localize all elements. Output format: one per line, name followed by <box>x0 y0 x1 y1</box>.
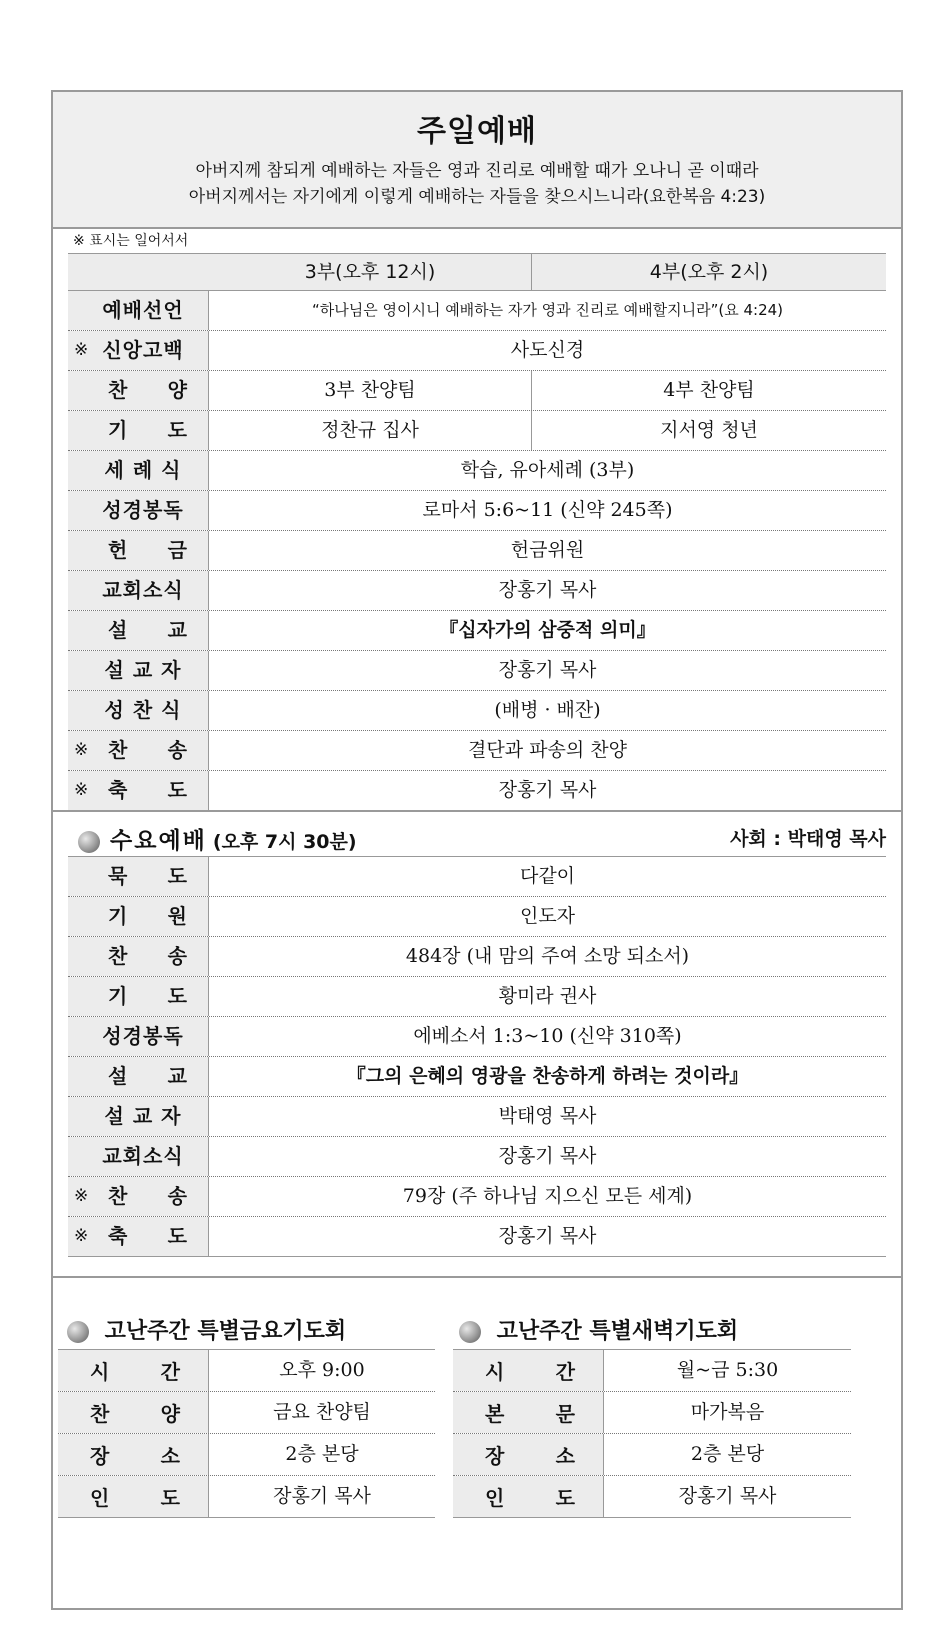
row-value: 장홍기 목사 <box>498 1145 597 1167</box>
row-label: 찬 송 <box>68 937 209 976</box>
row-value: 박태영 목사 <box>498 1105 597 1127</box>
wednesday-header <box>78 822 886 854</box>
row-label: ※ 축 도 <box>68 771 209 810</box>
wednesday-row <box>68 1217 886 1257</box>
sunday-row <box>68 411 886 451</box>
wednesday-row <box>68 937 886 977</box>
sunday-row <box>68 451 886 491</box>
row-value: (배병 · 배잔) <box>494 699 601 721</box>
sunday-row <box>68 771 886 811</box>
sunday-header <box>53 92 901 229</box>
friday-row <box>58 1476 435 1518</box>
stand-mark: ※ <box>74 1186 89 1206</box>
row-value-3bu: 3부 찬양팀 <box>209 371 532 410</box>
row-value-4bu: 지서영 청년 <box>660 419 758 441</box>
wednesday-row <box>68 1097 886 1137</box>
verse-line-1: 아버지께 참되게 예배하는 자들은 영과 진리로 예배할 때가 오나니 곧 이때라 <box>195 161 759 181</box>
wednesday-title: 수요예배 (오후 7시 30분) <box>78 822 357 855</box>
page-title: 주일예배 <box>417 114 537 149</box>
bullet-circle-icon <box>78 831 100 853</box>
row-label: 인 도 <box>453 1476 604 1517</box>
sermon-title: 『그의 은혜의 영광을 찬송하게 하려는 것이라』 <box>346 1065 749 1087</box>
row-value: 장홍기 목사 <box>498 659 597 681</box>
wednesday-row <box>68 1017 886 1057</box>
sunday-row <box>68 691 886 731</box>
row-label: 찬 양 <box>58 1392 209 1433</box>
section-divider <box>53 1276 901 1278</box>
row-label: 교회소식 <box>68 1137 209 1176</box>
friday-prayer-title: 고난주간 특별금요기도회 <box>67 1314 346 1345</box>
dawn-row <box>453 1476 851 1518</box>
row-label: 설 교 자 <box>68 651 209 690</box>
sunday-row <box>68 371 886 411</box>
row-value: “하나님은 영이시니 예배하는 자가 영과 진리로 예배할지니라”(요 4:24) <box>311 301 784 319</box>
section-divider <box>53 810 901 812</box>
row-value: 로마서 5:6~11 (신약 245쪽) <box>422 499 673 521</box>
row-value: 오후 9:00 <box>279 1359 365 1381</box>
row-label: 헌 금 <box>68 531 209 570</box>
column-3bu: 3부(오후 12시) <box>209 254 532 290</box>
row-label: 시 간 <box>453 1350 604 1391</box>
sunday-row <box>68 611 886 651</box>
wednesday-row <box>68 977 886 1017</box>
row-value-3bu: 정찬규 집사 <box>209 411 532 450</box>
sunday-row <box>68 651 886 691</box>
row-label: 성경봉독 <box>68 491 209 530</box>
row-label: 기 도 <box>68 411 209 450</box>
row-label: 시 간 <box>58 1350 209 1391</box>
row-value: 79장 (주 하나님 지으신 모든 세계) <box>402 1185 693 1207</box>
row-label: 설 교 <box>68 1057 209 1096</box>
wednesday-row <box>68 857 886 897</box>
wednesday-row <box>68 1057 886 1097</box>
dawn-row <box>453 1350 851 1392</box>
row-value: 학습, 유아세례 (3부) <box>460 459 635 481</box>
sunday-row <box>68 491 886 531</box>
stand-mark: ※ <box>74 740 89 760</box>
row-label: 교회소식 <box>68 571 209 610</box>
friday-row <box>58 1392 435 1434</box>
sunday-row <box>68 291 886 331</box>
sunday-row <box>68 731 886 771</box>
row-value: 황미라 권사 <box>498 985 597 1007</box>
stand-mark: ※ <box>74 1226 89 1246</box>
dawn-row <box>453 1434 851 1476</box>
row-label: 기 도 <box>68 977 209 1016</box>
row-value: 월~금 5:30 <box>676 1359 779 1381</box>
column-4bu: 4부(오후 2시) <box>649 261 769 283</box>
dawn-prayer-title: 고난주간 특별새벽기도회 <box>459 1314 738 1345</box>
row-label: 설 교 자 <box>68 1097 209 1136</box>
wednesday-time: (오후 7시 30분) <box>212 831 357 853</box>
bullet-circle-icon <box>459 1321 481 1343</box>
row-value: 장홍기 목사 <box>678 1485 777 1507</box>
wednesday-host: 사회 : 박태영 목사 <box>730 828 886 850</box>
row-value: 에베소서 1:3~10 (신약 310쪽) <box>413 1025 682 1047</box>
wednesday-row <box>68 1177 886 1217</box>
row-label: ※ 찬 송 <box>68 1177 209 1216</box>
row-label: 묵 도 <box>68 857 209 896</box>
row-label: 인 도 <box>58 1476 209 1517</box>
row-value: 인도자 <box>519 905 576 927</box>
row-value: 금요 찬양팀 <box>273 1401 371 1423</box>
row-label: ※ 찬 송 <box>68 731 209 770</box>
bulletin-frame <box>51 90 903 1610</box>
row-value: 마가복음 <box>690 1401 765 1423</box>
wednesday-row <box>68 897 886 937</box>
stand-mark: ※ <box>74 340 89 360</box>
row-value: 2층 본당 <box>690 1443 765 1465</box>
row-value: 장홍기 목사 <box>273 1485 371 1507</box>
friday-row <box>58 1434 435 1476</box>
row-value: 결단과 파송의 찬양 <box>468 739 627 761</box>
sunday-row <box>68 571 886 611</box>
row-value: 장홍기 목사 <box>498 779 597 801</box>
row-label: 예배선언 <box>68 291 209 330</box>
bullet-circle-icon <box>67 1321 89 1343</box>
verse-line-2: 아버지께서는 자기에게 이렇게 예배하는 자들을 찾으시느니라(요한복음 4:23) <box>188 187 766 207</box>
service-column-header <box>68 253 886 291</box>
sunday-row <box>68 331 886 371</box>
row-label: 기 원 <box>68 897 209 936</box>
wednesday-row <box>68 1137 886 1177</box>
row-value: 헌금위원 <box>510 539 585 561</box>
row-label: 성 찬 식 <box>68 691 209 730</box>
row-value: 484장 (내 맘의 주여 소망 되소서) <box>405 945 690 967</box>
row-label: 본 문 <box>453 1392 604 1433</box>
row-label: 찬 양 <box>68 371 209 410</box>
sermon-title: 『십자가의 삼중적 의미』 <box>439 619 656 641</box>
row-value: 장홍기 목사 <box>498 1225 597 1247</box>
row-value: 장홍기 목사 <box>498 579 597 601</box>
row-value: 사도신경 <box>510 339 585 361</box>
row-value: 다같이 <box>519 865 576 887</box>
sunday-row <box>68 531 886 571</box>
stand-mark: ※ <box>74 780 89 800</box>
friday-row <box>58 1350 435 1392</box>
standing-note: ※ 표시는 일어서서 <box>73 233 189 249</box>
dawn-row <box>453 1392 851 1434</box>
row-label: 세 례 식 <box>68 451 209 490</box>
row-value-4bu: 4부 찬양팀 <box>663 379 755 401</box>
row-value: 2층 본당 <box>285 1443 359 1465</box>
row-label: ※ 축 도 <box>68 1217 209 1256</box>
row-label: 성경봉독 <box>68 1017 209 1056</box>
row-label: 설 교 <box>68 611 209 650</box>
row-label: 장 소 <box>58 1434 209 1475</box>
row-label: 장 소 <box>453 1434 604 1475</box>
row-label: ※ 신앙고백 <box>68 331 209 370</box>
